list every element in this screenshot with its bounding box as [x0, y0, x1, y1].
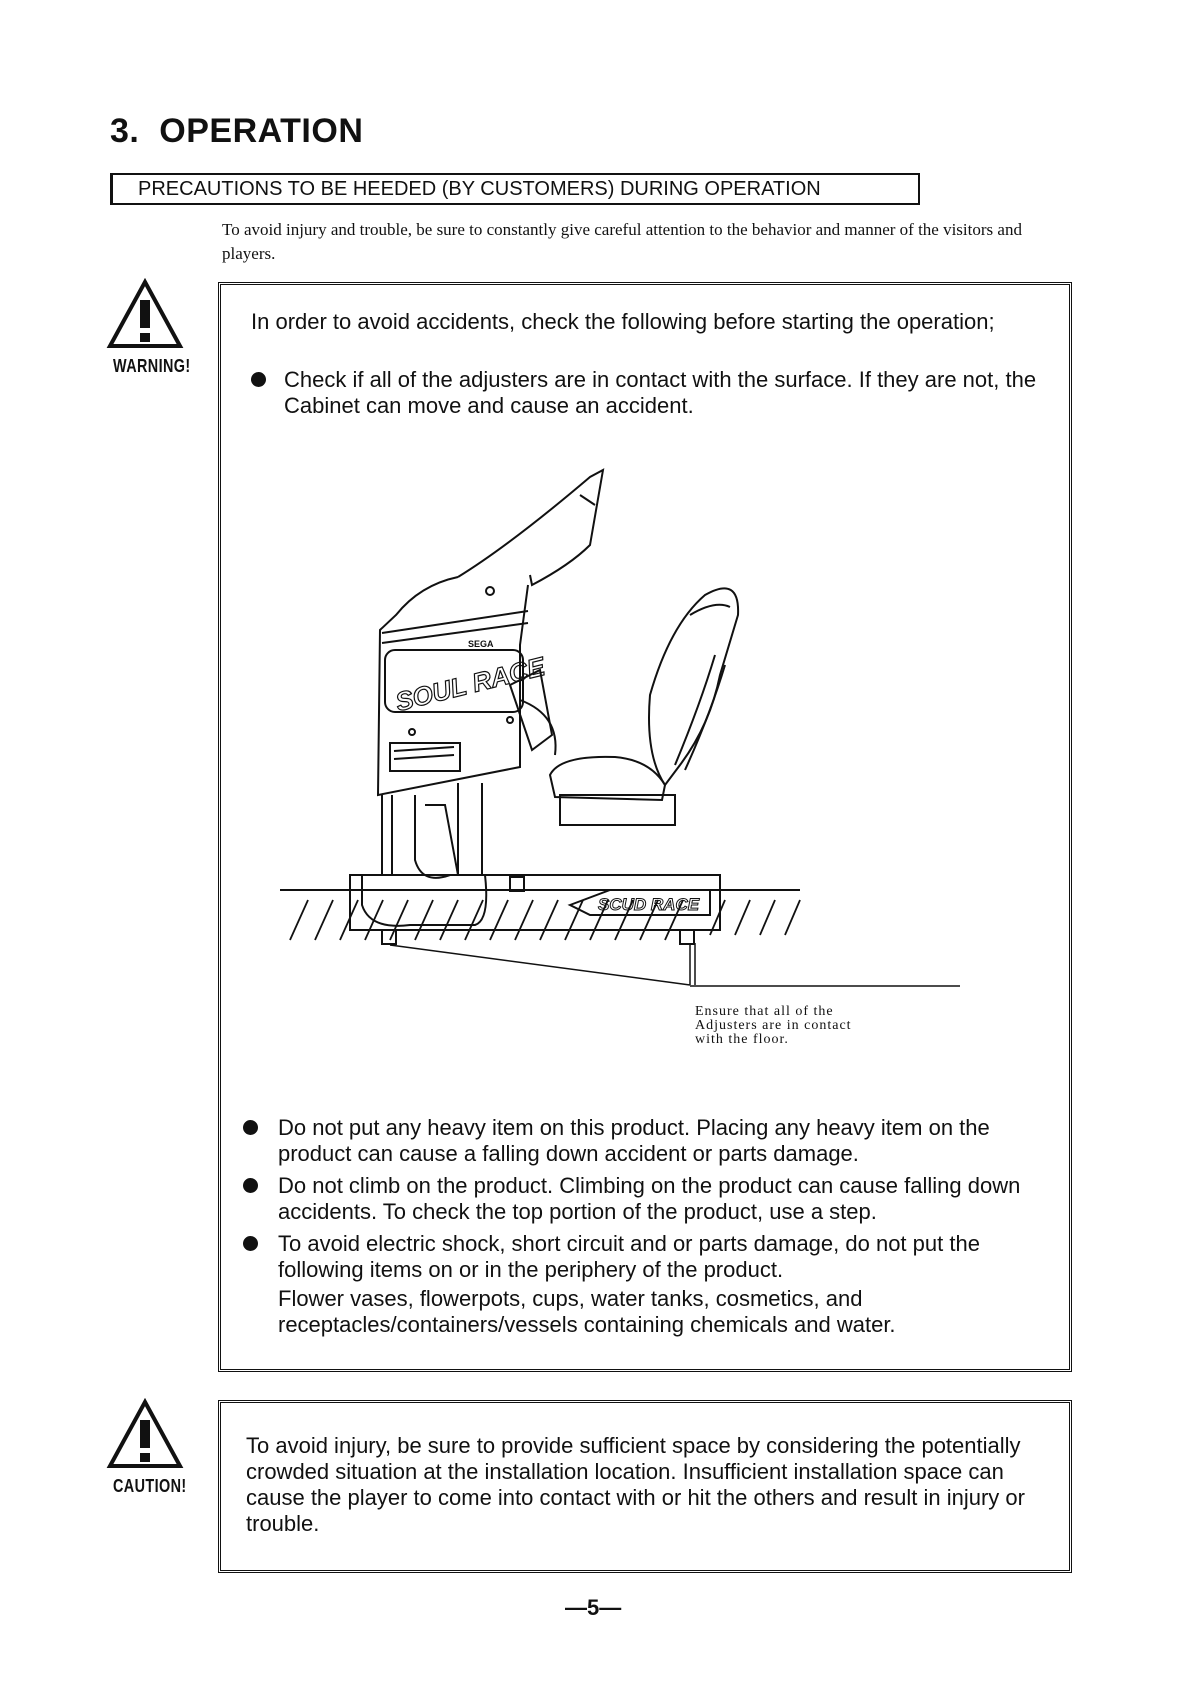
- cabinet-illustration: [270, 465, 970, 1075]
- warning-bullet-text: Check if all of the adjusters are in contact with the surface. If they are not, the Cabinet can move and cause an accident.: [284, 367, 1037, 418]
- warning-bullet: [251, 367, 1051, 419]
- base-logo-text: SCUD RACE: [598, 895, 700, 914]
- intro-text: To avoid injury and trouble, be sure to constantly give careful attention to the behavior and manner of the visitors and players.: [222, 220, 1022, 263]
- seat-back: [649, 588, 738, 785]
- items-note: Flower vases, flowerpots, cups, water tanks, cosmetics, and receptacles/containers/vessels containing chemicals and water.: [278, 1286, 896, 1337]
- list-item-text: Do not climb on the product. Climbing on the product can cause falling down accidents. To check the top portion of the product, use a step.: [278, 1173, 1021, 1224]
- warning-lead: In order to avoid accidents, check the following before starting the operation;: [251, 309, 995, 334]
- caution-box: [218, 1400, 1072, 1573]
- cabinet-logo-text: SOUL RACE: [392, 651, 548, 718]
- callout-text: [695, 1005, 852, 1047]
- section-title-text: OPERATION: [159, 112, 364, 150]
- caution-label: CAUTION!: [113, 1476, 187, 1496]
- list-item: [243, 1173, 1053, 1225]
- caution-text: To avoid injury, be sure to provide sufficient space by considering the potentially crowded situation at the installation location. Insufficient installation space can cause the player to come into contact with or hit the others and result in injury or trouble.: [246, 1433, 1025, 1536]
- list-item-text: Do not put any heavy item on this product. Placing any heavy item on the product can cause a falling down accident or parts damage.: [278, 1115, 990, 1166]
- callout-line: with the floor.: [695, 1032, 789, 1047]
- brand-text: SEGA: [468, 639, 494, 649]
- warning-icon-block: [105, 278, 191, 377]
- cabinet-fin: [458, 470, 603, 585]
- warning-label: WARNING!: [113, 356, 191, 376]
- caution-triangle-icon: [106, 1398, 184, 1470]
- section-number: 3.: [110, 112, 140, 150]
- adjuster-right: [680, 930, 694, 944]
- seat-cushion: [550, 757, 665, 800]
- page-number: —5—: [565, 1595, 622, 1620]
- list-item: [243, 1231, 1053, 1283]
- callout-line: Ensure that all of the: [695, 1004, 834, 1019]
- caution-icon-block: [105, 1398, 185, 1497]
- callout-line: Adjusters are in contact: [695, 1018, 852, 1033]
- bullet-icon: [243, 1120, 258, 1135]
- cabinet-figure: [270, 465, 970, 1075]
- warning-triangle-icon: [106, 278, 184, 350]
- list-item-text: To avoid electric shock, short circuit and or parts damage, do not put the following items on or in the periphery of the product.: [278, 1231, 980, 1282]
- list-item: [243, 1115, 1053, 1167]
- bullet-icon: [251, 372, 266, 387]
- bullet-icon: [243, 1178, 258, 1193]
- floor-hatch: [290, 900, 800, 940]
- precaution-heading: PRECAUTIONS TO BE HEEDED (BY CUSTOMERS) DURING OPERATION: [110, 173, 920, 205]
- callout-leader: [390, 945, 690, 985]
- bullet-icon: [243, 1236, 258, 1251]
- section-title: [110, 112, 363, 151]
